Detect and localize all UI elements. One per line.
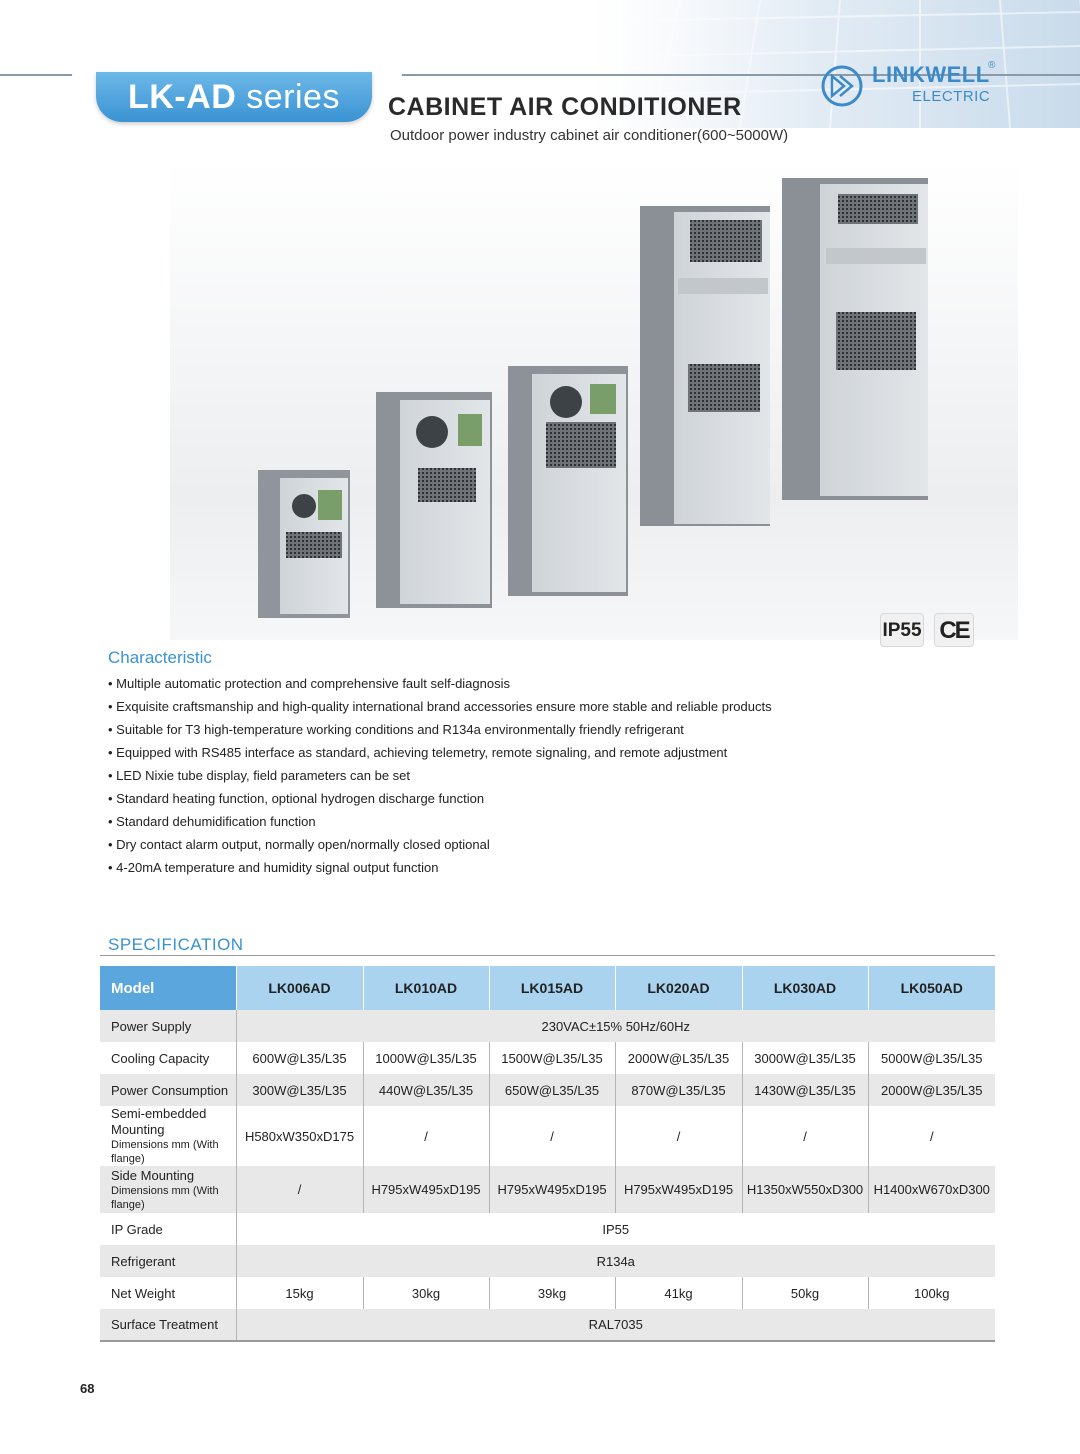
table-cell: 870W@L35/L35 [615,1074,742,1106]
row-label: Surface Treatment [100,1309,236,1341]
table-cell: H795xW495xD195 [615,1166,742,1213]
table-cell: 30kg [363,1277,489,1309]
page-number: 68 [80,1381,95,1396]
brand-logo [818,58,1008,112]
ip55-badge: IP55 [880,613,924,647]
table-cell: 440W@L35/L35 [363,1074,489,1106]
brand-name: LINKWELL [872,62,990,87]
table-cell: H795xW495xD195 [489,1166,615,1213]
ce-mark-icon: CE [934,613,974,647]
table-cell: / [615,1106,742,1166]
row-label-sub: Dimensions mm (With flange) [111,1184,219,1211]
table-row-ip-grade [100,1213,995,1245]
linkwell-logo-icon [820,64,864,108]
series-prefix: LK-AD [128,78,237,116]
table-cell: 5000W@L35/L35 [868,1042,995,1074]
table-cell: 600W@L35/L35 [236,1042,363,1074]
brand-sub: ELECTRIC [912,88,991,105]
column-header-lk010ad: LK010AD [363,966,489,1010]
characteristic-item: • Suitable for T3 high-temperature working conditions and R134a environmentally friendly refrigerant [108,721,772,744]
row-label: IP Grade [100,1213,236,1245]
characteristic-item: • Exquisite craftsmanship and high-quality international brand accessories ensure more stable and reliable products [108,698,772,721]
table-cell: 1000W@L35/L35 [363,1042,489,1074]
column-header-lk020ad: LK020AD [615,966,742,1010]
table-cell: IP55 [236,1213,995,1245]
table-cell: H580xW350xD175 [236,1106,363,1166]
table-cell: / [236,1166,363,1213]
registered-mark: ® [988,60,996,71]
table-cell: 2000W@L35/L35 [868,1074,995,1106]
page-subtitle: Outdoor power industry cabinet air conditioner(600~5000W) [390,127,789,144]
characteristic-item: • 4-20mA temperature and humidity signal output function [108,859,772,882]
table-cell: / [489,1106,615,1166]
table-cell: 650W@L35/L35 [489,1074,615,1106]
row-label-sub: Dimensions mm (With flange) [111,1139,219,1165]
series-badge [96,72,372,122]
table-cell: RAL7035 [236,1309,995,1341]
table-cell: H1350xW550xD300 [742,1166,868,1213]
page-title: CABINET AIR CONDITIONER [388,93,742,121]
table-cell: 100kg [868,1277,995,1309]
table-row-net-weight [100,1277,995,1309]
row-label-main: Side Mounting [111,1167,195,1183]
table-cell: / [868,1106,995,1166]
column-header-lk015ad: LK015AD [489,966,615,1010]
characteristic-item: • Multiple automatic protection and comprehensive fault self-diagnosis [108,675,772,698]
row-label-main: Semi-embedded Mounting [111,1106,207,1137]
characteristic-item: • LED Nixie tube display, field parameters can be set [108,767,772,790]
unit-lk015ad [508,366,628,596]
characteristic-item: • Standard dehumidification function [108,813,772,836]
row-label [100,1166,236,1213]
unit-lk030ad [782,178,928,500]
table-cell: / [742,1106,868,1166]
characteristic-item: • Dry contact alarm output, normally open/normally closed optional [108,836,772,859]
row-label: Power Consumption [100,1074,236,1106]
table-cell: R134a [236,1245,995,1277]
table-cell: 1430W@L35/L35 [742,1074,868,1106]
column-header-model: Model [100,966,236,1010]
characteristic-item: • Standard heating function, optional hydrogen discharge function [108,790,772,813]
table-row-cooling-capacity [100,1042,995,1074]
table-row-surface-treatment [100,1309,995,1341]
characteristic-item: • Equipped with RS485 interface as standard, achieving telemetry, remote signaling, and remote adjustment [108,744,772,767]
row-label: Net Weight [100,1277,236,1309]
characteristic-heading: Characteristic [108,648,212,667]
table-cell: 39kg [489,1277,615,1309]
table-cell: H1400xW670xD300 [868,1166,995,1213]
row-label [100,1106,236,1166]
row-label: Cooling Capacity [100,1042,236,1074]
table-cell: H795xW495xD195 [363,1166,489,1213]
table-row-power-supply [100,1010,995,1042]
table-cell: 41kg [615,1277,742,1309]
table-cell: 3000W@L35/L35 [742,1042,868,1074]
characteristic-list [108,675,772,882]
unit-lk020ad [640,206,770,526]
table-cell: / [363,1106,489,1166]
unit-lk006ad [258,470,350,618]
table-cell: 1500W@L35/L35 [489,1042,615,1074]
series-suffix: series [246,78,340,116]
table-cell: 15kg [236,1277,363,1309]
table-row-semi-embedded-mounting [100,1106,995,1166]
specification-table [100,966,995,1342]
table-cell: 300W@L35/L35 [236,1074,363,1106]
product-photo [170,160,1018,640]
unit-lk010ad [376,392,492,608]
table-row-power-consumption [100,1074,995,1106]
column-header-lk050ad: LK050AD [868,966,995,1010]
row-label: Power Supply [100,1010,236,1042]
table-cell: 50kg [742,1277,868,1309]
row-label: Refrigerant [100,1245,236,1277]
column-header-lk030ad: LK030AD [742,966,868,1010]
table-cell: 2000W@L35/L35 [615,1042,742,1074]
table-header-row [100,966,995,1010]
specification-rule [100,955,995,956]
table-row-refrigerant [100,1245,995,1277]
column-header-lk006ad: LK006AD [236,966,363,1010]
table-cell: 230VAC±15% 50Hz/60Hz [236,1010,995,1042]
table-row-side-mounting [100,1166,995,1213]
specification-heading: SPECIFICATION [108,935,244,954]
